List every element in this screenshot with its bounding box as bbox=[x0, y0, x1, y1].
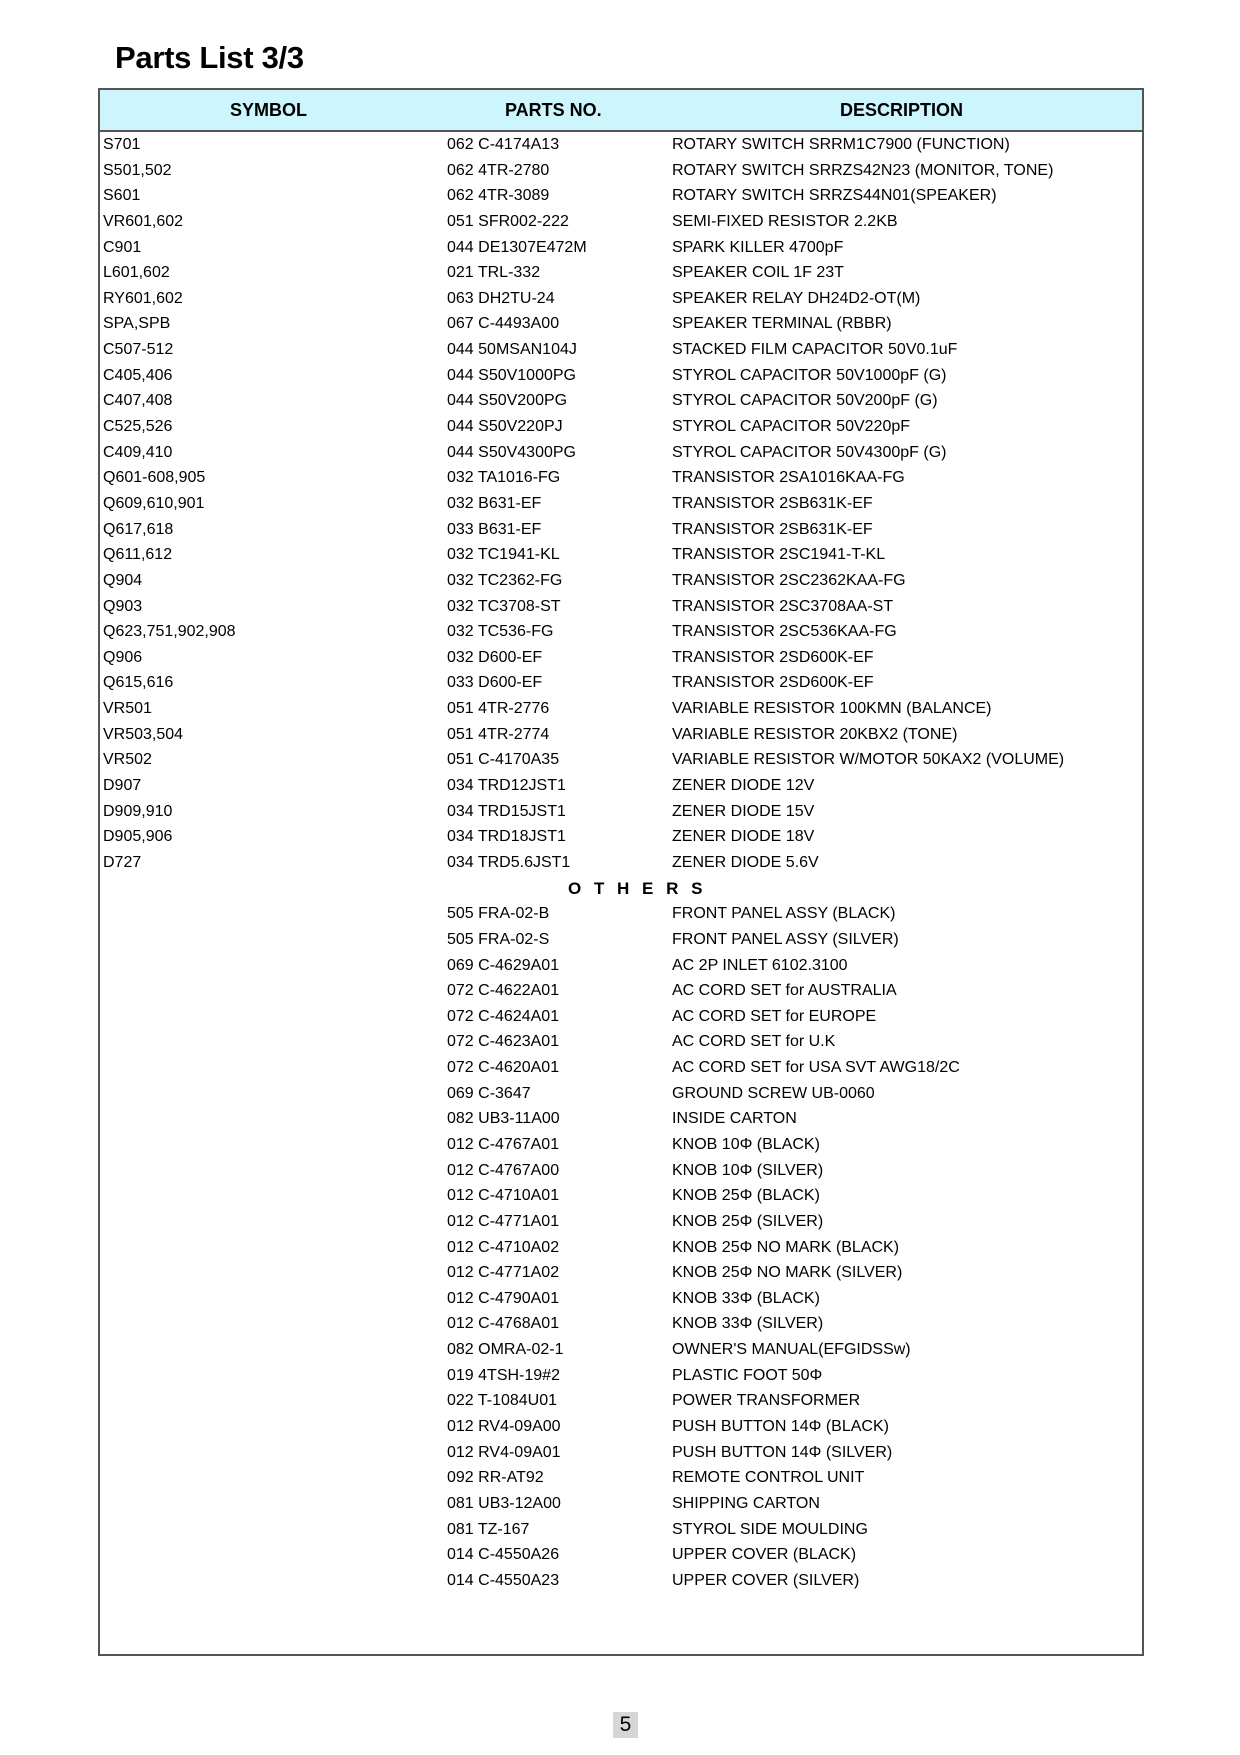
cell-description: ROTARY SWITCH SRRM1C7900 (FUNCTION) bbox=[672, 136, 1010, 153]
table-row bbox=[100, 773, 1142, 799]
table-row bbox=[100, 1542, 1142, 1568]
cell-description: AC CORD SET for EUROPE bbox=[672, 1007, 877, 1025]
cell-parts-no: 022 T-1084U01 bbox=[447, 1392, 558, 1410]
page-number: 5 bbox=[613, 1712, 638, 1738]
cell-description: PUSH BUTTON 14Φ (BLACK) bbox=[672, 1418, 889, 1436]
cell-symbol: Q609,610,901 bbox=[103, 494, 205, 512]
cell-parts-no: 032 D600-EF bbox=[447, 648, 543, 666]
cell-description: KNOB 10Φ (SILVER) bbox=[672, 1161, 824, 1179]
cell-description: AC CORD SET for U.K bbox=[672, 1033, 836, 1051]
cell-parts-no: 072 C-4622A01 bbox=[447, 982, 560, 1000]
table-row bbox=[100, 1286, 1142, 1312]
cell-symbol: C901 bbox=[103, 238, 142, 256]
table-row bbox=[100, 1055, 1142, 1081]
cell-parts-no: 032 TC2362-FG bbox=[447, 571, 563, 589]
cell-description: KNOB 33Φ (SILVER) bbox=[672, 1315, 824, 1333]
cell-description: SPEAKER COIL 1F 23T bbox=[672, 264, 844, 282]
cell-parts-no: 044 DE1307E472M bbox=[447, 238, 587, 256]
cell-parts-no: 032 TC536-FG bbox=[447, 623, 554, 641]
cell-parts-no: 034 TRD5.6JST1 bbox=[447, 853, 571, 871]
cell-parts-no: 012 C-4771A01 bbox=[447, 1212, 560, 1230]
cell-description: STYROL CAPACITOR 50V220pF bbox=[672, 418, 911, 436]
cell-parts-no: 051 SFR002-222 bbox=[447, 212, 569, 230]
table-row bbox=[100, 1158, 1142, 1184]
table-row bbox=[100, 286, 1142, 312]
table-row bbox=[100, 1363, 1142, 1389]
cell-parts-no: 012 C-4771A02 bbox=[447, 1264, 560, 1282]
table-row bbox=[100, 1260, 1142, 1286]
cell-parts-no: 092 RR-AT92 bbox=[447, 1469, 544, 1487]
cell-symbol: C405,406 bbox=[103, 366, 173, 384]
cell-symbol: Q904 bbox=[103, 571, 143, 589]
cell-description: TRANSISTOR 2SC2362KAA-FG bbox=[672, 571, 906, 589]
table-row bbox=[100, 1414, 1142, 1440]
table-row bbox=[100, 1311, 1142, 1337]
table-row bbox=[100, 850, 1142, 876]
cell-description: AC CORD SET for USA SVT AWG18/2C bbox=[672, 1059, 960, 1077]
cell-description: SPEAKER RELAY DH24D2-OT(M) bbox=[672, 289, 921, 307]
table-row bbox=[100, 1209, 1142, 1235]
table-row bbox=[100, 388, 1142, 414]
cell-parts-no: 067 C-4493A00 bbox=[447, 315, 560, 333]
cell-symbol: VR601,602 bbox=[103, 212, 184, 230]
table-row bbox=[100, 491, 1142, 517]
cell-symbol: S601 bbox=[103, 187, 141, 205]
cell-symbol: Q601-608,905 bbox=[103, 469, 206, 487]
table-row bbox=[100, 1517, 1142, 1543]
cell-parts-no: 034 TRD15JST1 bbox=[447, 802, 566, 820]
cell-description: UPPER COVER (SILVER) bbox=[672, 1571, 860, 1589]
cell-symbol: C407,408 bbox=[103, 392, 173, 410]
header-description: DESCRIPTION bbox=[840, 100, 964, 120]
cell-parts-no: 033 B631-EF bbox=[447, 520, 542, 538]
table-row bbox=[100, 414, 1142, 440]
cell-parts-no: 072 C-4623A01 bbox=[447, 1033, 560, 1051]
cell-parts-no: 069 C-4629A01 bbox=[447, 956, 560, 974]
table-row bbox=[100, 1004, 1142, 1030]
cell-parts-no: 034 TRD12JST1 bbox=[447, 777, 566, 795]
cell-parts-no: 032 B631-EF bbox=[447, 494, 542, 512]
table-row bbox=[100, 824, 1142, 850]
cell-description: UPPER COVER (BLACK) bbox=[672, 1546, 857, 1564]
cell-description: KNOB 33Φ (BLACK) bbox=[672, 1289, 820, 1307]
page-title: Parts List 3/3 bbox=[115, 40, 304, 75]
table-body bbox=[100, 132, 1142, 1594]
parts-table bbox=[98, 88, 1144, 1656]
table-row bbox=[100, 1337, 1142, 1363]
header-parts-no: PARTS NO. bbox=[505, 100, 602, 120]
cell-description: STACKED FILM CAPACITOR 50V0.1uF bbox=[672, 341, 958, 359]
cell-parts-no: 072 C-4620A01 bbox=[447, 1059, 560, 1077]
table-row bbox=[100, 901, 1142, 927]
cell-parts-no: 051 C-4170A35 bbox=[447, 751, 560, 769]
table-row bbox=[100, 209, 1142, 235]
table-row bbox=[100, 132, 1142, 158]
table-row bbox=[100, 1183, 1142, 1209]
cell-symbol: VR502 bbox=[103, 751, 152, 769]
cell-parts-no: 044 S50V1000PG bbox=[447, 366, 576, 384]
cell-symbol: D909,910 bbox=[103, 802, 173, 820]
cell-description: KNOB 25Φ (BLACK) bbox=[672, 1187, 820, 1205]
table-row bbox=[100, 645, 1142, 671]
cell-parts-no: 081 UB3-12A00 bbox=[447, 1494, 561, 1512]
cell-parts-no: 032 TC3708-ST bbox=[447, 597, 561, 615]
cell-parts-no: 082 UB3-11A00 bbox=[447, 1110, 560, 1128]
cell-description: SEMI-FIXED RESISTOR 2.2KB bbox=[672, 212, 898, 230]
cell-description: SPARK KILLER 4700pF bbox=[672, 238, 844, 256]
table-row bbox=[100, 311, 1142, 337]
cell-symbol: Q611,612 bbox=[103, 546, 173, 564]
cell-description: REMOTE CONTROL UNIT bbox=[672, 1469, 865, 1487]
cell-symbol: D905,906 bbox=[103, 828, 173, 846]
cell-symbol: Q617,618 bbox=[103, 520, 174, 538]
cell-parts-no: 051 4TR-2774 bbox=[447, 725, 550, 743]
cell-description: STYROL SIDE MOULDING bbox=[672, 1520, 868, 1538]
table-row bbox=[100, 670, 1142, 696]
cell-parts-no: 505 FRA-02-S bbox=[447, 930, 550, 948]
cell-symbol: Q615,616 bbox=[103, 674, 174, 692]
cell-description: STYROL CAPACITOR 50V200pF (G) bbox=[672, 392, 938, 410]
cell-description: ZENER DIODE 12V bbox=[672, 777, 815, 795]
cell-description: ROTARY SWITCH SRRZS42N23 (MONITOR, TONE) bbox=[672, 161, 1054, 179]
table-row bbox=[100, 696, 1142, 722]
cell-symbol: VR503,504 bbox=[103, 725, 184, 743]
cell-parts-no: 019 4TSH-19#2 bbox=[447, 1366, 560, 1384]
cell-parts-no: 063 DH2TU-24 bbox=[447, 289, 555, 307]
table-row bbox=[100, 1029, 1142, 1055]
table-row bbox=[100, 1132, 1142, 1158]
table-row bbox=[100, 1388, 1142, 1414]
table-row bbox=[100, 235, 1142, 261]
section-others-label: O T H E R S bbox=[568, 878, 707, 898]
table-row bbox=[100, 1106, 1142, 1132]
cell-description: ZENER DIODE 18V bbox=[672, 828, 815, 846]
cell-description: STYROL CAPACITOR 50V1000pF (G) bbox=[672, 366, 947, 384]
cell-description: TRANSISTOR 2SD600K-EF bbox=[672, 648, 874, 666]
table-row bbox=[100, 1568, 1142, 1594]
cell-description: OWNER'S MANUAL(EFGIDSSw) bbox=[672, 1341, 911, 1359]
cell-symbol: C525,526 bbox=[103, 418, 173, 436]
cell-parts-no: 012 RV4-09A00 bbox=[447, 1418, 561, 1436]
cell-description: PUSH BUTTON 14Φ (SILVER) bbox=[672, 1443, 893, 1461]
table-row bbox=[100, 440, 1142, 466]
cell-parts-no: 012 C-4790A01 bbox=[447, 1289, 560, 1307]
cell-description: TRANSISTOR 2SB631K-EF bbox=[672, 520, 873, 538]
table-row bbox=[100, 337, 1142, 363]
cell-parts-no: 021 TRL-332 bbox=[447, 264, 541, 282]
cell-parts-no: 014 C-4550A26 bbox=[447, 1546, 560, 1564]
table-row bbox=[100, 978, 1142, 1004]
cell-parts-no: 032 TC1941-KL bbox=[447, 546, 560, 564]
cell-parts-no: 044 S50V220PJ bbox=[447, 418, 563, 436]
cell-symbol: S701 bbox=[103, 136, 141, 153]
table-row bbox=[100, 517, 1142, 543]
cell-parts-no: 062 C-4174A13 bbox=[447, 136, 560, 153]
cell-description: ZENER DIODE 5.6V bbox=[672, 853, 819, 871]
cell-description: FRONT PANEL ASSY (SILVER) bbox=[672, 930, 899, 948]
table-header bbox=[100, 90, 1142, 132]
cell-parts-no: 044 S50V200PG bbox=[447, 392, 568, 410]
cell-parts-no: 082 OMRA-02-1 bbox=[447, 1341, 564, 1359]
cell-symbol: Q906 bbox=[103, 648, 143, 666]
cell-symbol: D907 bbox=[103, 777, 142, 795]
cell-description: VARIABLE RESISTOR 100KMN (BALANCE) bbox=[672, 700, 992, 718]
table-row bbox=[100, 158, 1142, 184]
cell-description: AC 2P INLET 6102.3100 bbox=[672, 956, 848, 974]
cell-parts-no: 505 FRA-02-B bbox=[447, 905, 550, 923]
cell-parts-no: 012 C-4710A01 bbox=[447, 1187, 560, 1205]
table-row bbox=[100, 953, 1142, 979]
cell-symbol: S501,502 bbox=[103, 161, 172, 179]
cell-parts-no: 081 TZ-167 bbox=[447, 1520, 530, 1538]
cell-parts-no: 034 TRD18JST1 bbox=[447, 828, 566, 846]
section-others bbox=[100, 876, 1142, 902]
cell-symbol: L601,602 bbox=[103, 264, 170, 282]
table-row bbox=[100, 1235, 1142, 1261]
cell-description: KNOB 25Φ NO MARK (SILVER) bbox=[672, 1264, 903, 1282]
cell-description: KNOB 10Φ (BLACK) bbox=[672, 1135, 820, 1153]
cell-parts-no: 012 C-4767A01 bbox=[447, 1135, 560, 1153]
cell-description: PLASTIC FOOT 50Φ bbox=[672, 1366, 823, 1384]
cell-parts-no: 012 C-4768A01 bbox=[447, 1315, 560, 1333]
cell-description: POWER TRANSFORMER bbox=[672, 1392, 861, 1410]
table-row bbox=[100, 1465, 1142, 1491]
cell-parts-no: 044 50MSAN104J bbox=[447, 341, 577, 359]
cell-symbol: D727 bbox=[103, 853, 142, 871]
cell-parts-no: 014 C-4550A23 bbox=[447, 1571, 560, 1589]
cell-description: INSIDE CARTON bbox=[672, 1110, 797, 1128]
table-row bbox=[100, 1440, 1142, 1466]
cell-symbol: RY601,602 bbox=[103, 289, 183, 307]
cell-description: KNOB 25Φ NO MARK (BLACK) bbox=[672, 1238, 900, 1256]
cell-parts-no: 069 C-3647 bbox=[447, 1084, 531, 1102]
cell-parts-no: 012 RV4-09A01 bbox=[447, 1443, 561, 1461]
cell-description: ROTARY SWITCH SRRZS44N01(SPEAKER) bbox=[672, 187, 997, 205]
table-row bbox=[100, 260, 1142, 286]
cell-description: AC CORD SET for AUSTRALIA bbox=[672, 982, 897, 1000]
cell-parts-no: 044 S50V4300PG bbox=[447, 443, 576, 461]
table-row bbox=[100, 722, 1142, 748]
cell-parts-no: 062 4TR-2780 bbox=[447, 161, 550, 179]
cell-parts-no: 051 4TR-2776 bbox=[447, 700, 550, 718]
table-row bbox=[100, 363, 1142, 389]
table-row bbox=[100, 747, 1142, 773]
table-row bbox=[100, 183, 1142, 209]
cell-description: ZENER DIODE 15V bbox=[672, 802, 815, 820]
cell-parts-no: 062 4TR-3089 bbox=[447, 187, 550, 205]
table-row bbox=[100, 1491, 1142, 1517]
cell-symbol: C507-512 bbox=[103, 341, 174, 359]
table-row bbox=[100, 927, 1142, 953]
cell-description: TRANSISTOR 2SC1941-T-KL bbox=[672, 546, 886, 564]
cell-description: STYROL CAPACITOR 50V4300pF (G) bbox=[672, 443, 947, 461]
cell-description: VARIABLE RESISTOR 20KBX2 (TONE) bbox=[672, 725, 958, 743]
cell-description: VARIABLE RESISTOR W/MOTOR 50KAX2 (VOLUME) bbox=[672, 751, 1065, 769]
cell-description: SHIPPING CARTON bbox=[672, 1494, 820, 1512]
table-row bbox=[100, 568, 1142, 594]
cell-symbol: C409,410 bbox=[103, 443, 173, 461]
cell-description: SPEAKER TERMINAL (RBBR) bbox=[672, 315, 892, 333]
cell-symbol: SPA,SPB bbox=[103, 315, 171, 333]
cell-symbol: VR501 bbox=[103, 700, 152, 718]
cell-description: GROUND SCREW UB-0060 bbox=[672, 1084, 875, 1102]
table-row bbox=[100, 594, 1142, 620]
cell-description: TRANSISTOR 2SD600K-EF bbox=[672, 674, 874, 692]
cell-parts-no: 012 C-4710A02 bbox=[447, 1238, 560, 1256]
cell-parts-no: 033 D600-EF bbox=[447, 674, 543, 692]
cell-parts-no: 012 C-4767A00 bbox=[447, 1161, 560, 1179]
cell-description: TRANSISTOR 2SC3708AA-ST bbox=[672, 597, 894, 615]
cell-description: FRONT PANEL ASSY (BLACK) bbox=[672, 905, 896, 923]
cell-parts-no: 032 TA1016-FG bbox=[447, 469, 561, 487]
table-row bbox=[100, 799, 1142, 825]
header-symbol: SYMBOL bbox=[230, 100, 308, 120]
table-row bbox=[100, 1081, 1142, 1107]
cell-symbol: Q623,751,902,908 bbox=[103, 623, 236, 641]
cell-symbol: Q903 bbox=[103, 597, 143, 615]
table-row bbox=[100, 619, 1142, 645]
cell-description: TRANSISTOR 2SB631K-EF bbox=[672, 494, 873, 512]
table-row bbox=[100, 542, 1142, 568]
cell-description: TRANSISTOR 2SA1016KAA-FG bbox=[672, 469, 905, 487]
table-row bbox=[100, 465, 1142, 491]
cell-description: TRANSISTOR 2SC536KAA-FG bbox=[672, 623, 897, 641]
cell-parts-no: 072 C-4624A01 bbox=[447, 1007, 560, 1025]
cell-description: KNOB 25Φ (SILVER) bbox=[672, 1212, 824, 1230]
